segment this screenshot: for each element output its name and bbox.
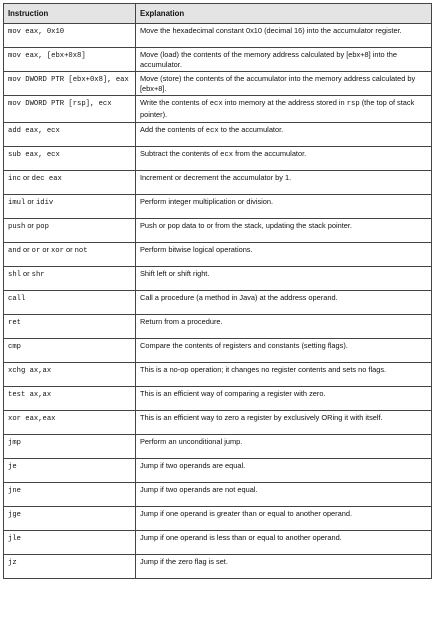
code-text: xchg ax,ax	[8, 366, 52, 375]
instruction-cell	[4, 72, 136, 96]
table-row	[4, 146, 432, 170]
plain-text: This is a no-op operation; it changes no register contents and sets no flags.	[140, 364, 387, 374]
instruction-cell	[4, 554, 136, 578]
instruction-cell	[4, 482, 136, 506]
plain-text: Perform integer multiplication or division.	[140, 196, 274, 206]
plain-text: Write the contents of	[140, 98, 210, 108]
table-row	[4, 362, 432, 386]
instruction-cell	[4, 218, 136, 242]
plain-text: Perform bitwise logical operations.	[140, 244, 253, 254]
plain-text: Compare the contents of registers and constants (setting flags).	[140, 340, 348, 350]
code-text: push	[8, 222, 26, 231]
plain-text: Jump if one operand is greater than or equal to another operand.	[140, 508, 353, 518]
explanation-cell	[136, 218, 432, 242]
plain-text: from the accumulator.	[233, 148, 307, 158]
code-text: inc	[8, 174, 21, 183]
explanation-cell	[136, 386, 432, 410]
explanation-cell	[136, 170, 432, 194]
code-text: pop	[35, 222, 49, 231]
code-text: jge	[8, 510, 21, 519]
instruction-cell	[4, 530, 136, 554]
plain-text: Move the hexadecimal constant 0x10 (decimal 16) into the accumulator register.	[140, 26, 402, 35]
instruction-cell	[4, 266, 136, 290]
plain-text: Shift left or shift right.	[140, 268, 210, 278]
code-text: and	[8, 246, 21, 255]
plain-text: or	[20, 268, 32, 278]
code-text: test ax,ax	[8, 390, 52, 399]
table-row	[4, 386, 432, 410]
table-row	[4, 554, 432, 578]
explanation-cell	[136, 362, 432, 386]
explanation-cell	[136, 266, 432, 290]
plain-text: Return from a procedure.	[140, 316, 223, 326]
plain-text: or	[25, 220, 36, 230]
code-text: dec eax	[31, 174, 62, 183]
plain-text: Jump if two operands are not equal.	[140, 484, 258, 494]
table-row	[4, 242, 432, 266]
table-row	[4, 170, 432, 194]
instruction-cell	[4, 386, 136, 410]
table-row	[4, 530, 432, 554]
explanation-cell	[136, 314, 432, 338]
explanation-cell	[136, 48, 432, 72]
explanation-cell	[136, 72, 432, 96]
plain-text: Push or pop data to or from the stack, updating the stack pointer.	[140, 220, 352, 230]
instruction-cell	[4, 242, 136, 266]
code-text: xor eax,eax	[8, 414, 56, 423]
table-row	[4, 458, 432, 482]
code-text: ret	[8, 318, 21, 327]
code-text: ecx	[220, 150, 234, 159]
plain-text: Move (store) the contents of the accumulator into the memory address calculated by [ebx+8].	[140, 74, 416, 93]
table-row	[4, 482, 432, 506]
plain-text: or	[20, 172, 32, 182]
table-row	[4, 122, 432, 146]
header-instruction: Instruction	[4, 4, 136, 24]
plain-text: or	[40, 244, 51, 254]
code-text: shl	[8, 270, 21, 279]
table-row	[4, 290, 432, 314]
plain-text: Jump if two operands are equal.	[140, 460, 246, 470]
instruction-cell	[4, 338, 136, 362]
code-text: mov DWORD PTR [rsp], ecx	[8, 100, 112, 109]
code-text: mov eax, 0x10	[8, 28, 65, 36]
explanation-cell	[136, 194, 432, 218]
table-row	[4, 194, 432, 218]
plain-text: Call a procedure (a method in Java) at the address operand.	[140, 292, 338, 302]
explanation-cell	[136, 146, 432, 170]
plain-text: Increment or decrement the accumulator by 1.	[140, 172, 292, 182]
code-text: call	[8, 294, 26, 303]
instruction-cell	[4, 290, 136, 314]
code-text: jle	[8, 534, 21, 543]
code-text: sub eax, ecx	[8, 150, 60, 159]
plain-text: into memory at the address stored in	[222, 98, 347, 108]
plain-text: (the top of stack pointer).	[140, 98, 415, 119]
instruction-cell	[4, 506, 136, 530]
code-text: rsp	[346, 100, 360, 109]
table-row	[4, 506, 432, 530]
explanation-cell	[136, 530, 432, 554]
table-row	[4, 218, 432, 242]
instruction-cell	[4, 362, 136, 386]
code-text: cmp	[8, 342, 21, 351]
instruction-cell	[4, 122, 136, 146]
code-text: mov eax, [ebx+0x8]	[8, 52, 86, 60]
explanation-cell	[136, 242, 432, 266]
code-text: ecx	[205, 126, 219, 135]
explanation-cell	[136, 482, 432, 506]
table-row	[4, 434, 432, 458]
code-text: shr	[31, 270, 45, 279]
table-row	[4, 96, 432, 122]
instruction-cell	[4, 146, 136, 170]
instruction-cell	[4, 434, 136, 458]
code-text: jne	[8, 486, 21, 495]
instruction-cell	[4, 96, 136, 122]
instruction-cell	[4, 48, 136, 72]
explanation-cell	[136, 24, 432, 48]
header-explanation: Explanation	[136, 4, 432, 24]
table-row	[4, 338, 432, 362]
instruction-cell	[4, 194, 136, 218]
explanation-cell	[136, 338, 432, 362]
code-text: mov DWORD PTR [ebx+0x8], eax	[8, 76, 129, 85]
code-text: or	[31, 246, 41, 255]
code-text: add eax, ecx	[8, 126, 60, 135]
plain-text: Perform an unconditional jump.	[140, 436, 243, 446]
plain-text: Jump if one operand is less than or equal to another operand.	[140, 532, 342, 542]
table-row	[4, 314, 432, 338]
instruction-table	[3, 3, 432, 579]
plain-text: or	[25, 196, 36, 206]
table-row	[4, 266, 432, 290]
explanation-cell	[136, 96, 432, 122]
explanation-cell	[136, 434, 432, 458]
instruction-cell	[4, 458, 136, 482]
code-text: xor	[50, 246, 64, 255]
plain-text: or	[63, 244, 75, 254]
code-text: imul	[8, 198, 26, 207]
instruction-cell	[4, 314, 136, 338]
plain-text: or	[20, 244, 32, 254]
code-text: jz	[8, 558, 17, 567]
code-text: not	[74, 246, 88, 255]
explanation-cell	[136, 506, 432, 530]
explanation-cell	[136, 122, 432, 146]
plain-text: This is an efficient way of comparing a register with zero.	[140, 388, 326, 398]
table-header-row	[4, 4, 432, 24]
plain-text: This is an efficient way to zero a register by exclusively ORing it with itself.	[140, 412, 383, 422]
explanation-cell	[136, 410, 432, 434]
plain-text: Jump if the zero flag is set.	[140, 556, 228, 566]
code-text: ecx	[209, 100, 223, 109]
table-row	[4, 410, 432, 434]
plain-text: Move (load) the contents of the memory address calculated by [ebx+8] into the accumulator.	[140, 50, 397, 69]
plain-text: to the accumulator.	[218, 124, 284, 134]
code-text: idiv	[35, 198, 54, 207]
table-row	[4, 48, 432, 72]
explanation-cell	[136, 290, 432, 314]
table-row	[4, 72, 432, 96]
instruction-cell	[4, 24, 136, 48]
table-body	[4, 24, 432, 579]
explanation-cell	[136, 554, 432, 578]
instruction-cell	[4, 410, 136, 434]
explanation-cell	[136, 458, 432, 482]
code-text: je	[8, 462, 17, 471]
code-text: jmp	[8, 438, 21, 447]
plain-text: Add the contents of	[140, 124, 206, 134]
plain-text: Subtract the contents of	[140, 148, 221, 158]
instruction-cell	[4, 170, 136, 194]
table-row	[4, 24, 432, 48]
